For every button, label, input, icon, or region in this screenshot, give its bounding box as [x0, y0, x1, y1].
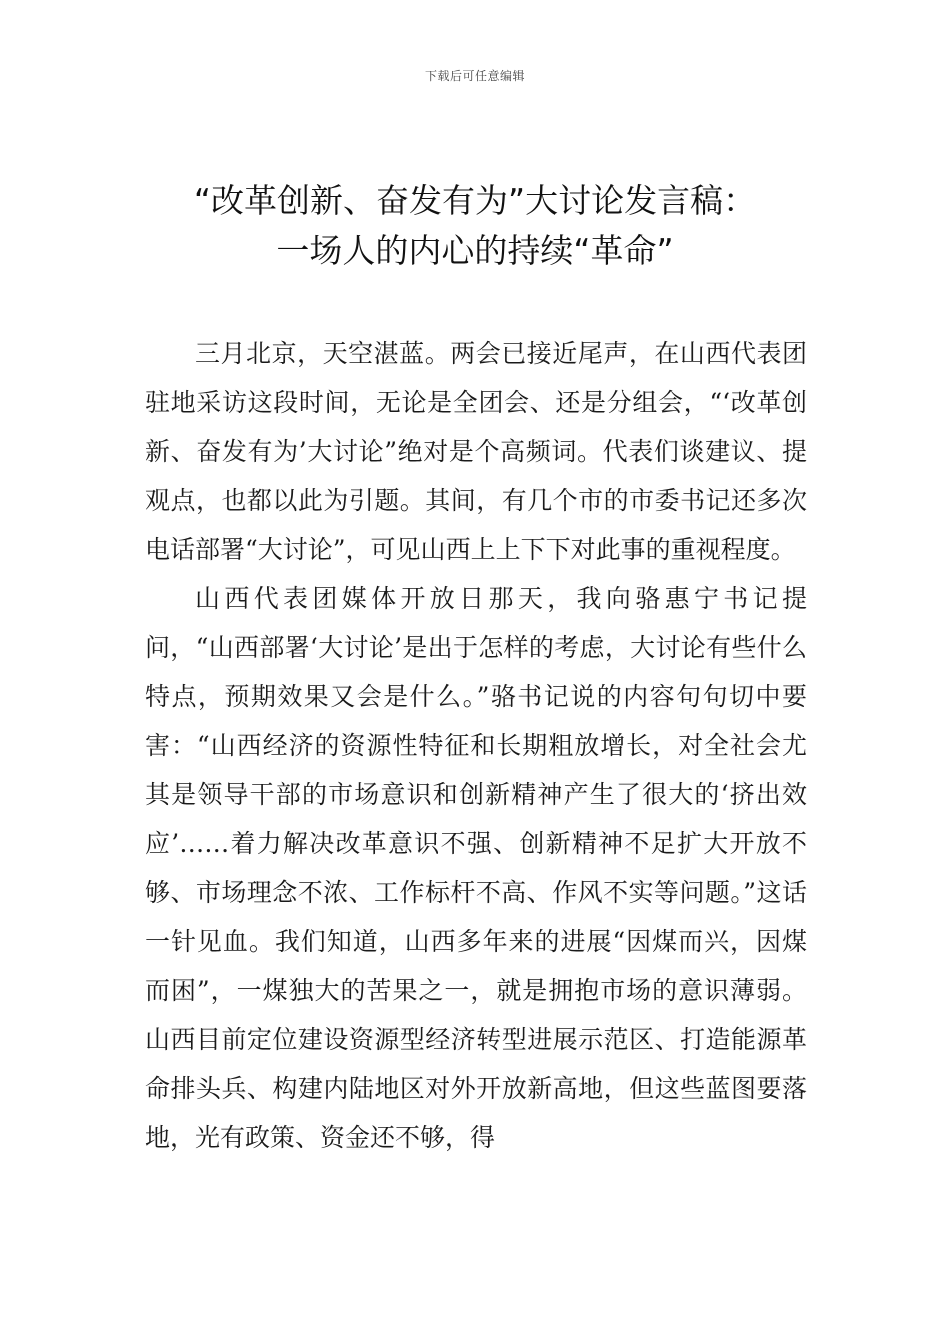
title-line-1: “改革创新、奋发有为”大讨论发言稿： — [193, 181, 757, 220]
paragraph-2: 山西代表团媒体开放日那天，我向骆惠宁书记提问，“山西部署‘大讨论’是出于怎样的考虑，大讨论有些什么特点，预期效果又会是什么。”骆书记说的内容句句切中要害：“山西经济的资源性特征和长期粗放增长，对全社会尤其是领导干部的市场意识和创新精神产生了很大的‘挤出效应’……着力解决改革意识不强、创新精神不足扩大开放不够、市场理念不浓、工作标杆不高、作风不实等问题。”这话一针见血。我们知道，山西多年来的进展“因煤而兴，因煤而困”，一煤独大的苦果之一，就是拥抱市场的意识薄弱。山西目前定位建设资源型经济转型进展示范区、打造能源革命排头兵、构建内陆地区对外开放新高地，但这些蓝图要落地，光有政策、资金还不够，得 — [145, 584, 807, 1152]
header-note: 下载后可任意编辑 — [424, 69, 525, 83]
document-title — [100, 176, 850, 276]
paragraph-1: 三月北京，天空湛蓝。两会已接近尾声，在山西代表团驻地采访这段时间，无论是全团会、还是分组会，“‘改革创新、奋发有为’大讨论”绝对是个高频词。代表们谈建议、提观点，也都以此为引题。其间，有几个市的市委书记还多次电话部署“大讨论”，可见山西上上下下对此事的重视程度。 — [145, 339, 807, 564]
article-body — [145, 329, 807, 1162]
title-line-2: 一场人的内心的持续“革命” — [276, 231, 674, 270]
